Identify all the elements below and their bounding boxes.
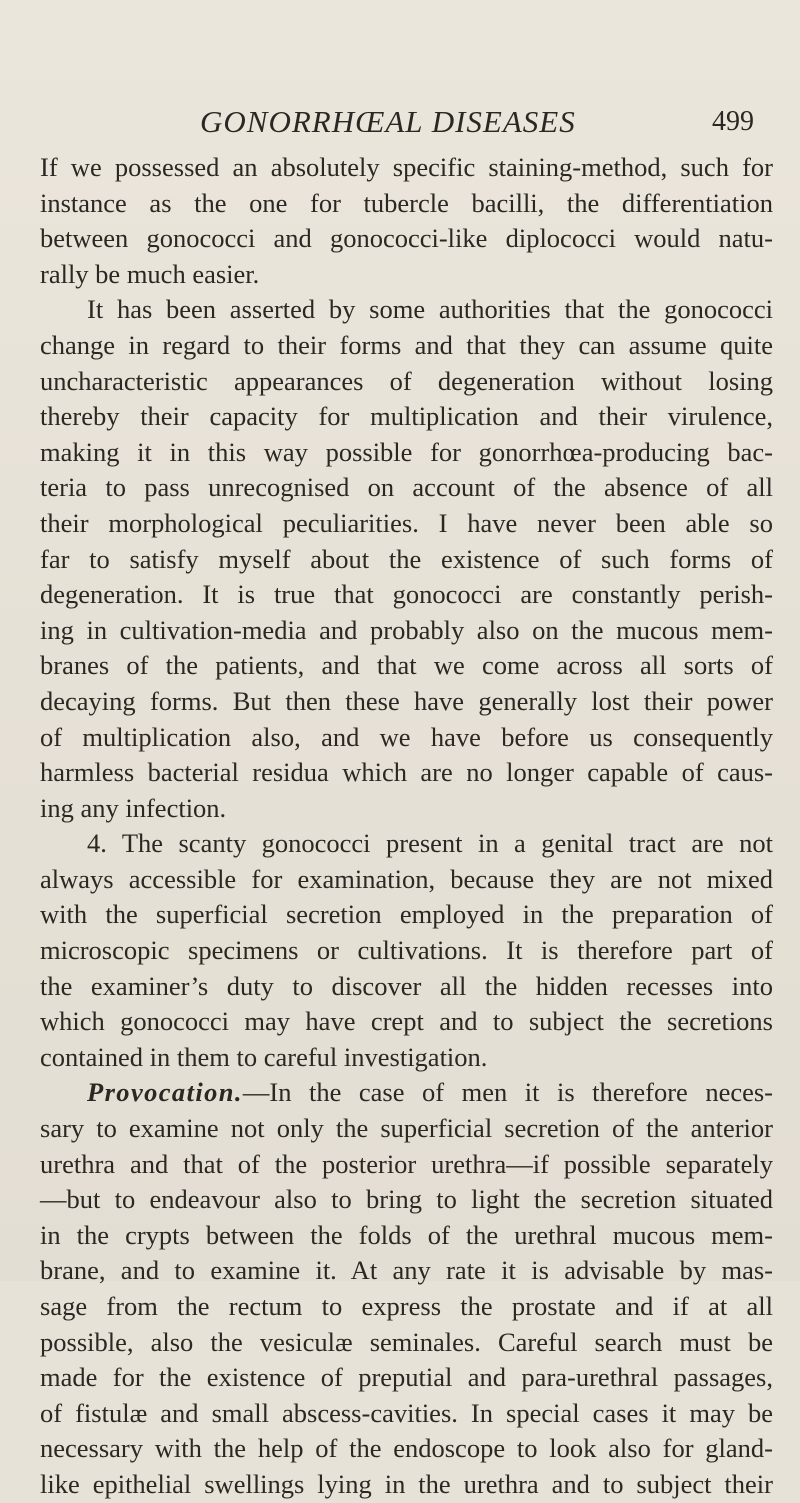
text-line: If we possessed an absolutely specific staining-method, such for — [40, 152, 773, 182]
text-line: necessary with the help of the endoscope to look also for gland- — [40, 1433, 773, 1464]
text-line-rest: —In the case of men it is therefore neces- — [242, 1077, 773, 1108]
text-line: ing any infection. — [40, 792, 227, 823]
text-line: always accessible for examination, because they are not mixed — [40, 863, 773, 894]
paragraph-first-line: 4. The scanty gonococci present in a genital tract are not — [87, 828, 773, 859]
text-line: decaying forms. But then these have generally lost their power — [40, 685, 773, 716]
text-line: change in regard to their forms and that they can assume quite — [40, 329, 773, 360]
running-title: GONORRHŒAL DISEASES — [200, 104, 576, 139]
text-line: the examiner’s duty to discover all the hidden recesses into — [40, 970, 773, 1001]
text-line: rally be much easier. — [40, 258, 260, 289]
text-line: making it in this way possible for gonorrhœa-producing bac- — [40, 436, 773, 467]
text-line: which gonococci may have crept and to subject the secretions — [40, 1006, 773, 1037]
text-line: teria to pass unrecognised on account of the absence of all — [40, 472, 773, 503]
text-line: urethra and that of the posterior urethra—if possible separately — [40, 1148, 773, 1179]
text-line: made for the existence of preputial and para-urethral passages, — [40, 1362, 773, 1393]
provocation-heading: Provocation. — [87, 1077, 243, 1108]
text-line: branes of the patients, and that we come across all sorts of — [40, 650, 773, 681]
text-line: thereby their capacity for multiplication and their virulence, — [40, 401, 773, 432]
text-line: uncharacteristic appearances of degeneration without losing — [40, 365, 773, 396]
text-line: contained in them to careful investigation. — [40, 1041, 488, 1072]
text-line: instance as the one for tubercle bacilli, the differentiation — [40, 187, 773, 218]
text-line: harmless bacterial residua which are no longer capable of caus- — [40, 757, 773, 788]
paragraph-first-line — [40, 1075, 773, 1111]
text-line: with the superficial secretion employed in the preparation of — [40, 899, 773, 930]
text-line: of fistulæ and small abscess-cavities. In special cases it may be — [40, 1397, 773, 1428]
text-line: of multiplication also, and we have before us consequently — [40, 721, 773, 752]
text-line: like epithelial swellings lying in the urethra and to subject their — [40, 1468, 773, 1499]
text-line: far to satisfy myself about the existence of such forms of — [40, 543, 773, 574]
body-text — [40, 150, 773, 1503]
text-line: ing in cultivation-media and probably also on the mucous mem- — [40, 614, 773, 645]
text-line: their morphological peculiarities. I have never been able so — [40, 507, 773, 538]
text-line: —but to endeavour also to bring to light the secretion situated — [40, 1184, 773, 1215]
text-line: between gonococci and gonococci-like diplococci would natu- — [40, 223, 773, 254]
text-line: sary to examine not only the superficial secretion of the anterior — [40, 1113, 773, 1144]
text-line: possible, also the vesiculæ seminales. Careful search must be — [40, 1326, 773, 1357]
running-head — [0, 104, 800, 144]
text-line: microscopic specimens or cultivations. It is therefore part of — [40, 935, 773, 966]
text-line: sage from the rectum to express the prostate and if at all — [40, 1291, 773, 1321]
text-line: brane, and to examine it. At any rate it is advisable by mas- — [40, 1255, 773, 1286]
page-number: 499 — [712, 106, 754, 137]
paragraph-first-line: It has been asserted by some authorities that the gonococci — [87, 294, 773, 325]
text-line: in the crypts between the folds of the urethral mucous mem- — [40, 1219, 773, 1250]
text-line: degeneration. It is true that gonococci are constantly perish- — [40, 579, 773, 610]
